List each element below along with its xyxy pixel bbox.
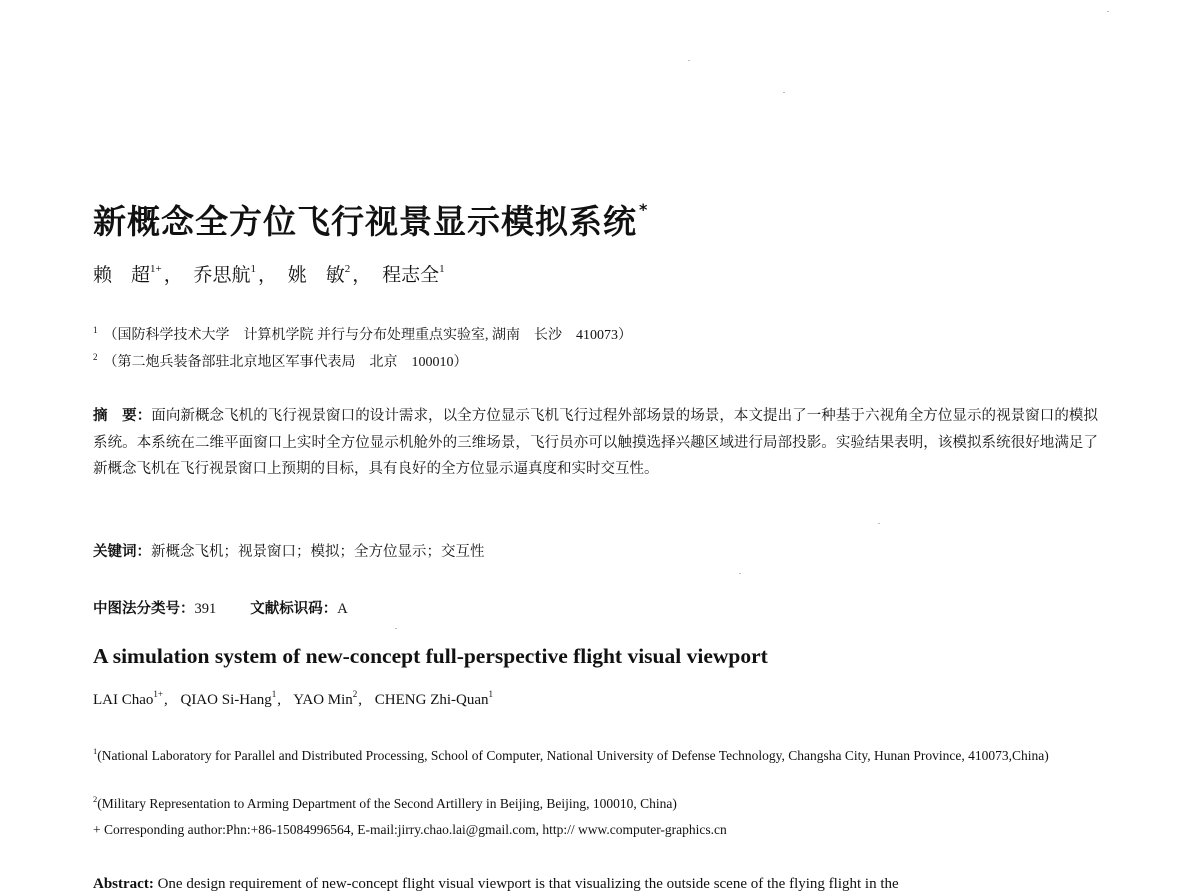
- keywords-cn-text: 新概念飞机；视景窗口；模拟；全方位显示；交互性: [151, 544, 485, 560]
- author-separator: ,: [277, 692, 281, 708]
- author-separator: ，: [258, 265, 278, 286]
- author-cn: 赖 超: [93, 265, 151, 286]
- doc-code-label: 文献标识码：: [250, 601, 338, 617]
- author-en-affil-mark: 2: [352, 689, 358, 699]
- author-list-en: [93, 689, 493, 709]
- scan-speck: [878, 523, 880, 524]
- corresponding-author: + Corresponding author:Phn:+86-15084996564, E-mail:jirry.chao.lai@gmail.com, http:// www.computer-graphics.cn: [93, 822, 727, 837]
- affiliation-mark: 2: [93, 352, 98, 362]
- affiliation-en-1: [93, 739, 1098, 768]
- author-en: LAI Chao: [93, 692, 154, 708]
- author-en-affil-mark: 1+: [153, 689, 163, 699]
- scan-speck: [395, 628, 397, 629]
- affiliation-cn-1: [93, 324, 632, 344]
- author-cn-affil-mark: 2: [344, 263, 351, 275]
- affiliation-mark: 1: [93, 746, 98, 756]
- affiliation-mark: 1: [93, 325, 98, 335]
- title-cn-text: 新概念全方位飞行视景显示模拟系统: [93, 202, 637, 241]
- author-separator: ，: [163, 265, 183, 286]
- clc-label: 中图法分类号：: [93, 601, 195, 617]
- doc-code-value: A: [337, 601, 348, 617]
- author-cn-affil-mark: 1+: [150, 263, 162, 275]
- author-en: QIAO Si-Hang: [180, 692, 272, 708]
- clc-value: 391: [194, 601, 217, 617]
- author-en: CHENG Zhi-Quan: [374, 692, 489, 708]
- affiliation-mark: 2: [93, 794, 98, 804]
- author-en-affil-mark: 1: [271, 689, 277, 699]
- author-separator: ，: [352, 265, 372, 286]
- author-separator: ,: [163, 692, 168, 708]
- paper-title-en: A simulation system of new-concept full-perspective flight visual viewport: [93, 644, 768, 668]
- paper-title-cn: [93, 196, 648, 243]
- abstract-cn: [93, 403, 1098, 483]
- affiliation-text: (National Laboratory for Parallel and Distributed Processing, School of Computer, National University of Defense Technology, Changsha City, Hunan Province, 410073,China): [97, 748, 1049, 763]
- author-cn: 程志全: [382, 265, 440, 286]
- affiliation-text: （第二炮兵装备部驻北京地区军事代表局 北京 100010）: [103, 355, 468, 370]
- abstract-en-label: Abstract:: [93, 876, 154, 892]
- keywords-cn-label: 关键词：: [93, 544, 151, 560]
- keywords-cn: [93, 540, 485, 561]
- author-separator: ,: [358, 692, 363, 708]
- affiliation-cn-2: [93, 351, 468, 371]
- classification-line: [93, 597, 348, 618]
- scan-speck: [783, 92, 785, 93]
- abstract-cn-body: 面向新概念飞机的飞行视景窗口的设计需求，以全方位显示飞机飞行过程外部场景的场景，本文提出了一种基于六视角全方位显示的视景窗口的模拟系统。本系统在二维平面窗口上实时全方位显示机舱外的三维场景，飞行员亦可以触摸选择兴趣区域进行局部投影。实验结果表明，该模拟系统很好地满足了新概念飞机在飞行视景窗口上预期的目标，具有良好的全方位显示逼真度和实时交互性。: [93, 408, 1098, 477]
- affiliation-en-2: [93, 794, 677, 812]
- author-cn: 乔思航: [193, 265, 251, 286]
- abstract-cn-label: 摘 要：: [93, 408, 152, 424]
- author-list-cn: [93, 260, 445, 287]
- affiliation-text: （国防科学技术大学 计算机学院 并行与分布处理重点实验室, 湖南 长沙 410073）: [103, 328, 632, 343]
- scan-speck: [688, 60, 690, 61]
- author-cn-affil-mark: 1: [250, 263, 257, 275]
- author-cn: 姚 敏: [287, 265, 345, 286]
- abstract-en-body: One design requirement of new-concept flight visual viewport is that visualizing the outside scene of the flying flight in the: [157, 876, 899, 892]
- author-cn-affil-mark: 1: [439, 263, 445, 275]
- scan-speck: [1107, 11, 1109, 12]
- author-en: YAO Min: [293, 692, 353, 708]
- author-en-affil-mark: 1: [488, 689, 494, 699]
- title-cn-footnote-mark: *: [639, 200, 649, 219]
- scan-speck: [739, 573, 741, 574]
- affiliation-text: (Military Representation to Arming Department of the Second Artillery in Beijing, Beijing, 100010, China): [97, 796, 677, 811]
